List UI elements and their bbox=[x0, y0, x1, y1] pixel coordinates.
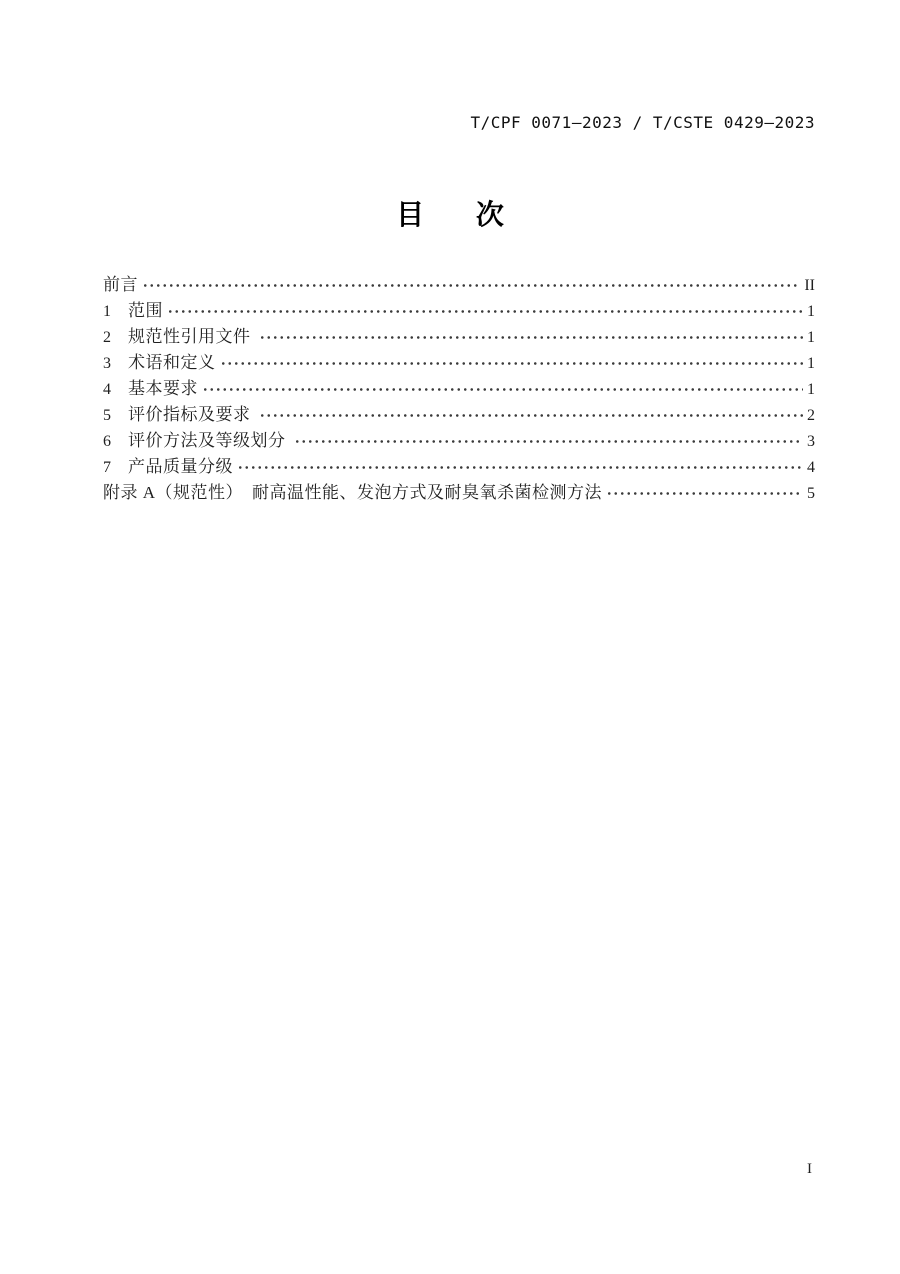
toc-row bbox=[103, 350, 815, 376]
toc-leader-dots bbox=[142, 281, 800, 290]
toc-item-page: 4 bbox=[807, 459, 815, 476]
toc-item-page: 2 bbox=[807, 407, 815, 424]
toc-item-number: 6 bbox=[103, 433, 111, 450]
toc-item-label: 附录 A（规范性） 耐高温性能、发泡方式及耐臭氧杀菌检测方法 bbox=[103, 483, 603, 502]
toc-item-page: 5 bbox=[807, 485, 815, 502]
toc-leader-dots bbox=[202, 385, 803, 394]
toc-list bbox=[103, 272, 815, 506]
toc-item-page: 1 bbox=[807, 329, 815, 346]
toc-leader-dots bbox=[606, 489, 803, 498]
toc-item-number: 5 bbox=[103, 407, 111, 424]
toc-row bbox=[103, 298, 815, 324]
toc-leader-dots bbox=[220, 359, 804, 368]
toc-leader-dots bbox=[294, 437, 803, 446]
footer-page-number: I bbox=[807, 1161, 812, 1177]
toc-item-number: 4 bbox=[103, 381, 111, 398]
toc-item-label: 规范性引用文件 bbox=[128, 327, 256, 346]
page-title: 目 次 bbox=[396, 198, 504, 231]
toc-item-page: 1 bbox=[807, 381, 815, 398]
toc-item-page: II bbox=[804, 277, 815, 294]
toc-item-label: 前言 bbox=[103, 275, 138, 294]
toc-leader-dots bbox=[237, 463, 803, 472]
toc-item-label: 术语和定义 bbox=[128, 353, 216, 372]
toc-leader-dots bbox=[259, 411, 803, 420]
toc-row bbox=[103, 376, 815, 402]
toc-row bbox=[103, 402, 815, 428]
toc-item-label: 基本要求 bbox=[128, 379, 198, 398]
toc-leader-dots bbox=[259, 333, 803, 342]
toc-item-page: 3 bbox=[807, 433, 815, 450]
toc-item-number: 2 bbox=[103, 329, 111, 346]
toc-item-label: 评价方法及等级划分 bbox=[128, 431, 291, 450]
toc-item-number: 7 bbox=[103, 459, 111, 476]
toc-row bbox=[103, 272, 815, 298]
toc-item-label: 产品质量分级 bbox=[128, 457, 233, 476]
toc-item-page: 1 bbox=[807, 303, 815, 320]
toc-row bbox=[103, 428, 815, 454]
toc-row bbox=[103, 480, 815, 506]
toc-item-number: 1 bbox=[103, 303, 111, 320]
toc-item-number: 3 bbox=[103, 355, 111, 372]
toc-item-label: 范围 bbox=[128, 301, 163, 320]
toc-row bbox=[103, 454, 815, 480]
toc-row bbox=[103, 324, 815, 350]
toc-leader-dots bbox=[167, 307, 803, 316]
doc-number-header: T/CPF 0071—2023 / T/CSTE 0429—2023 bbox=[470, 113, 815, 132]
toc-item-page: 1 bbox=[807, 355, 815, 372]
toc-item-label: 评价指标及要求 bbox=[128, 405, 256, 424]
